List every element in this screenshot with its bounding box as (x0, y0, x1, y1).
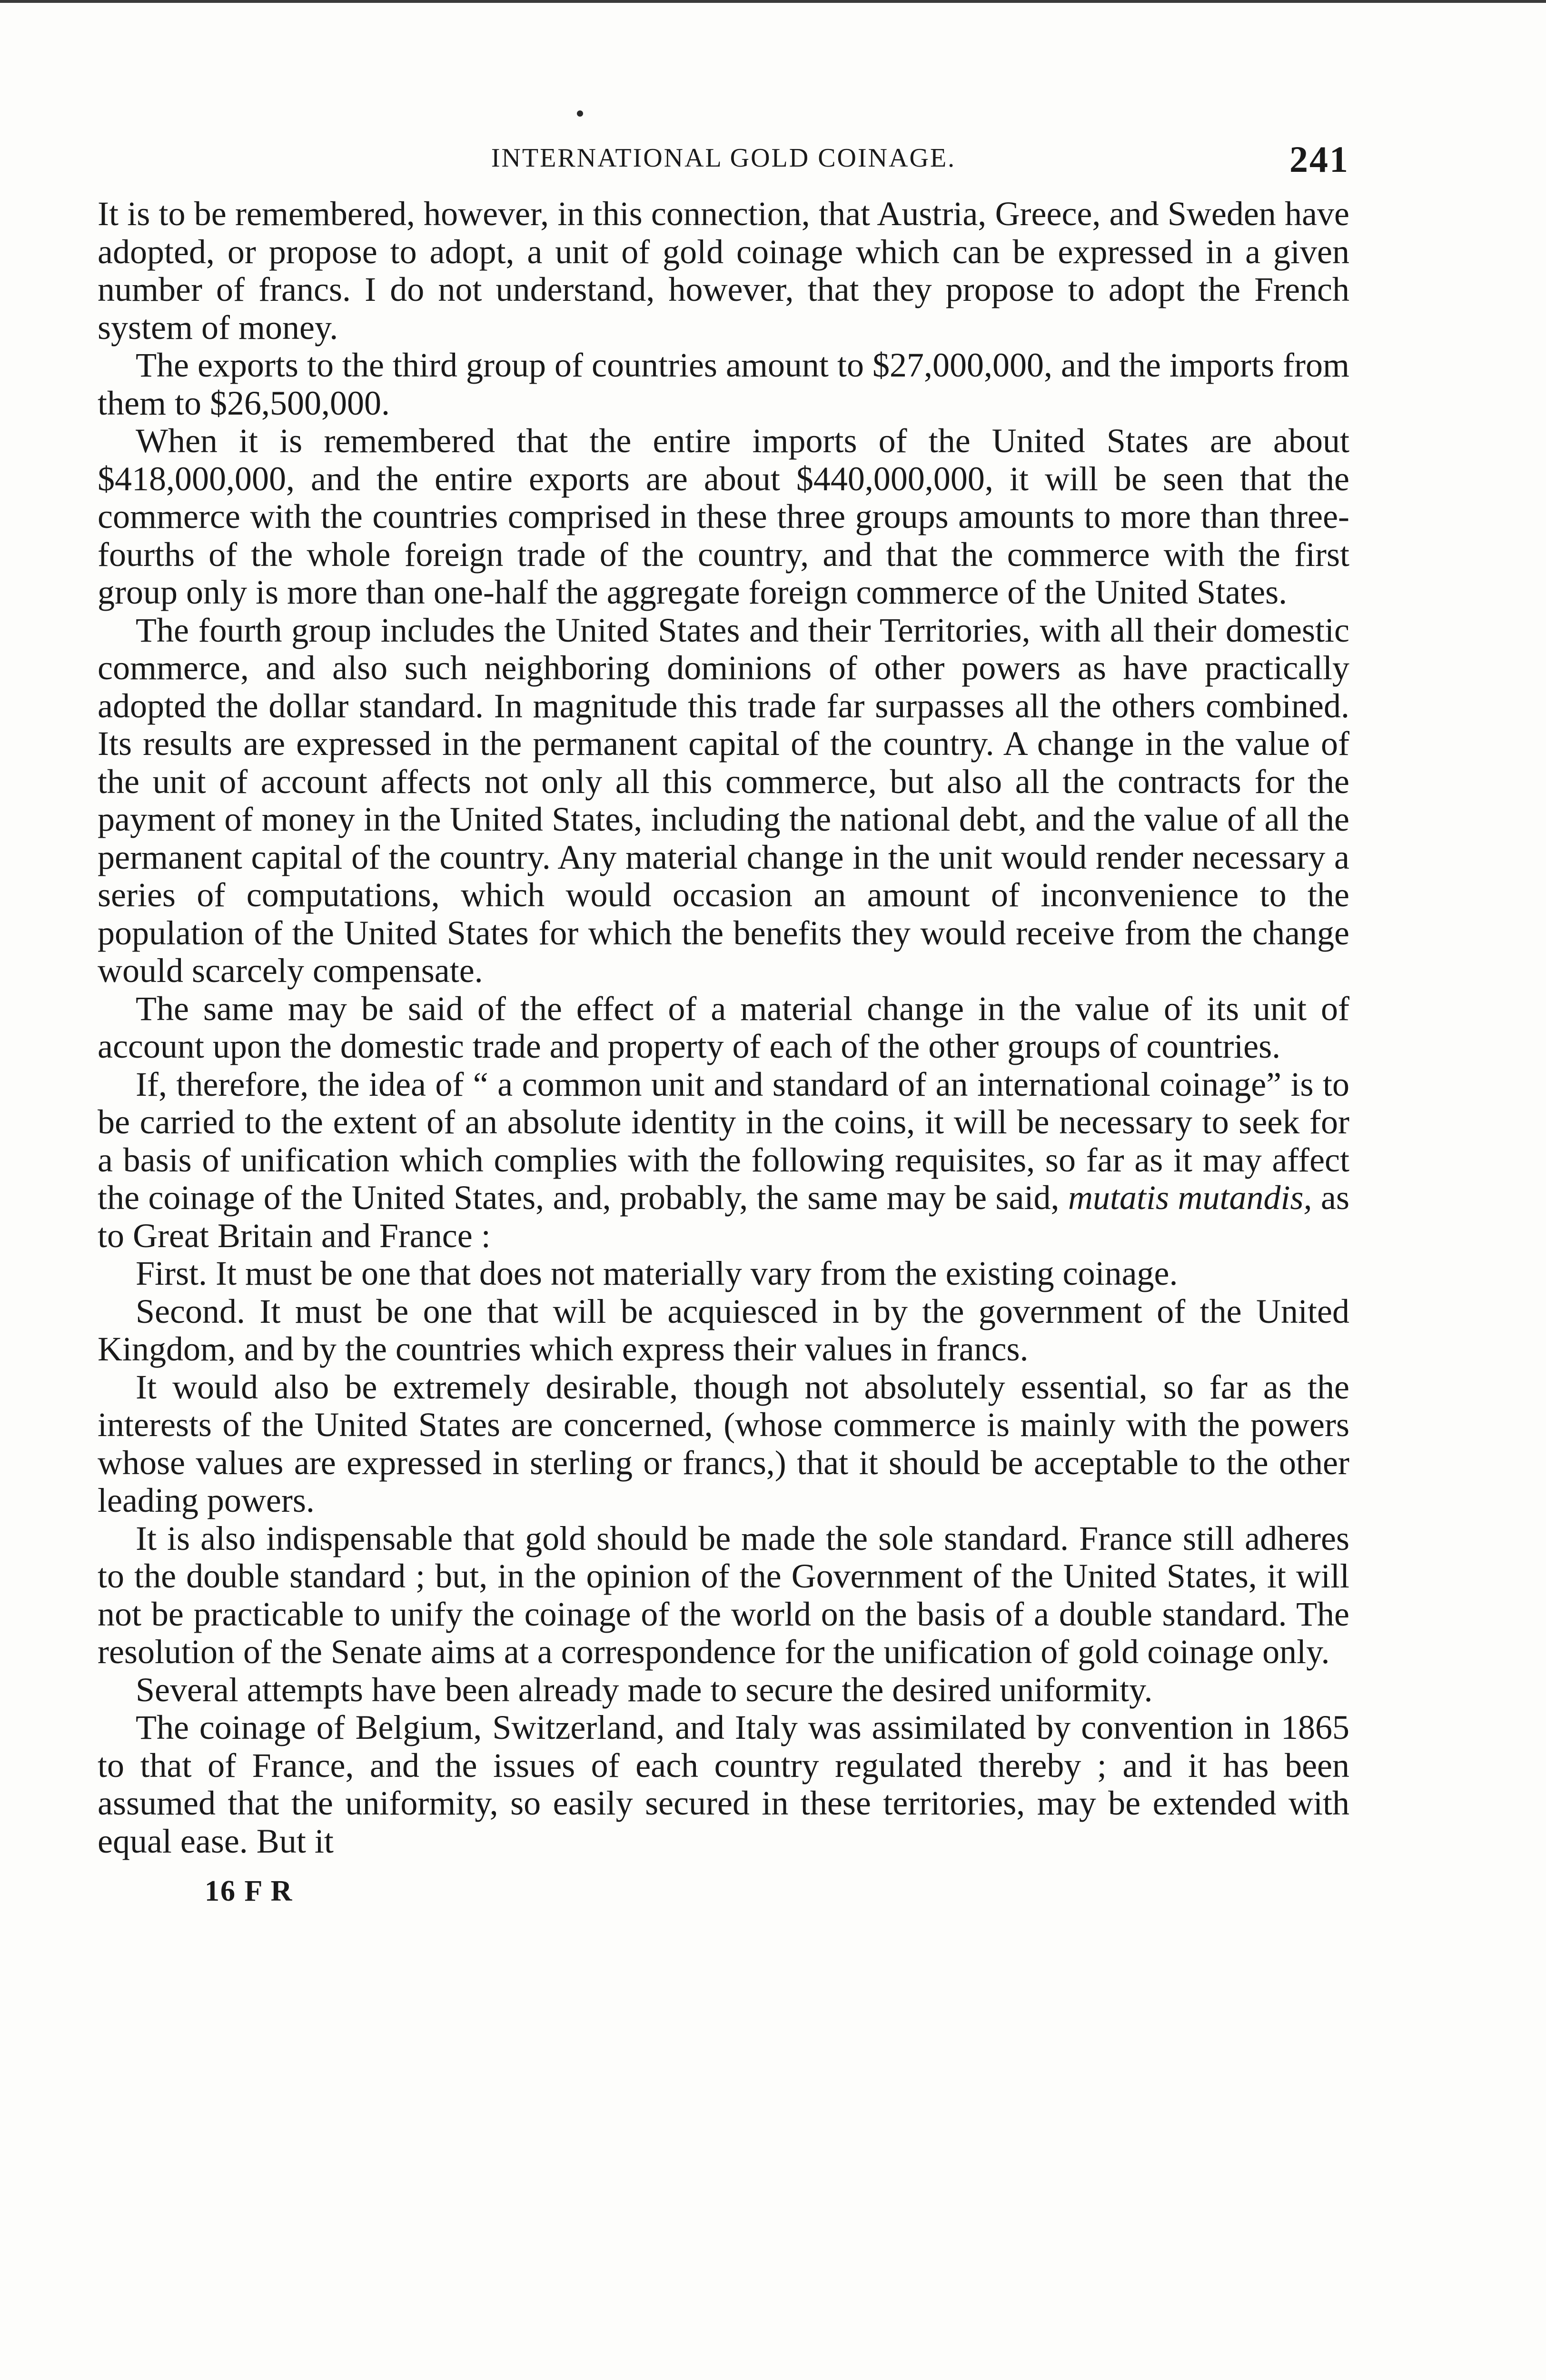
paragraph-12: The coinage of Belgium, Switzerland, and Italy was assimilated by convention in 1865 to that of France, and the issues of each country regulated thereby ; and it has been assumed that the uniformity, so easily secured in these territories, may be extended with equal ease. But it (98, 1708, 1349, 1860)
book-page (98, 138, 1349, 1908)
top-border-rule (0, 0, 1546, 3)
paragraph-8: Second. It must be one that will be acquiesced in by the government of the United Kingdom, and by the countries which express their values in francs. (98, 1292, 1349, 1368)
page-number: 241 (1289, 139, 1349, 180)
paragraph-3: When it is remembered that the entire imports of the United States are about $418,000,000, and the entire exports are about $440,000,000, it will be seen that the commerce with the countries comprised in these three groups amounts to more than three-fourths of the whole foreign trade of the country, and that the commerce with the first group only is more than one-half the aggregate foreign commerce of the United States. (98, 422, 1349, 611)
latin-phrase: mutatis mutandis, (1068, 1179, 1312, 1217)
paragraph-6-end: as to Great Britain and France : (98, 1179, 1350, 1255)
paragraph-4: The fourth group includes the United States and their Territories, with all their domestic commerce, and also such neighboring dominions of other powers as have practically adopted the dollar standard. In magnitude this trade far surpasses all the others combined. Its results are expressed in the permanent capital of the country. A change in the value of the unit of account affects not only all this commerce, but also all the contracts for the payment of money in the United States, including the national debt, and the value of all the permanent capital of the country. Any material change in the unit would render necessary a series of computations, which would occasion an amount of inconvenience to the population of the United States for which the benefits they would receive from the change would scarcely compensate. (98, 611, 1349, 990)
signature-mark: 16 F R (205, 1875, 293, 1907)
body-text (98, 195, 1349, 1860)
paragraph-1: It is to be remembered, however, in this connection, that Austria, Greece, and Sweden have adopted, or propose to adopt, a unit of gold coinage which can be expressed in a given number of francs. I do not understand, however, that they propose to adopt the French system of money. (98, 195, 1349, 347)
paragraph-9: It would also be extremely desirable, though not absolutely essential, so far as the interests of the United States are concerned, (whose commerce is mainly with the powers whose values are expressed in sterling or francs,) that it should be acceptable to the other leading powers. (98, 1368, 1349, 1519)
running-title: INTERNATIONAL GOLD COINAGE. (491, 143, 956, 173)
paragraph-5: The same may be said of the effect of a material change in the value of its unit of account upon the domestic trade and property of each of the other groups of countries. (98, 989, 1349, 1065)
paragraph-6 (98, 1066, 1349, 1255)
paragraph-7: First. It must be one that does not materially vary from the existing coinage. (136, 1254, 1178, 1292)
paragraph-2: The exports to the third group of countries amount to $27,000,000, and the imports from them to $26,500,000. (98, 346, 1349, 422)
paragraph-10: It is also indispensable that gold should be made the sole standard. France still adheres to the double standard ; but, in the opinion of the Government of the United States, it will not be practicable to unify the coinage of the world on the basis of a double standard. The resolution of the Senate aims at a correspondence for the unification of gold coinage only. (98, 1519, 1349, 1671)
paragraph-6-text: If, therefore, the idea of “ a common unit and standard of an international coinage” is to be carried to the extent of an absolute identity in the coins, it will be necessary to seek for a basis of unification which complies with the following requisites, so far as it may affect the coinage of the United States, and, probably, the same may be said, (98, 1065, 1349, 1217)
paragraph-11: Several attempts have been already made to secure the desired uniformity. (136, 1670, 1153, 1709)
ink-speck (577, 110, 583, 117)
running-head (98, 138, 1349, 195)
